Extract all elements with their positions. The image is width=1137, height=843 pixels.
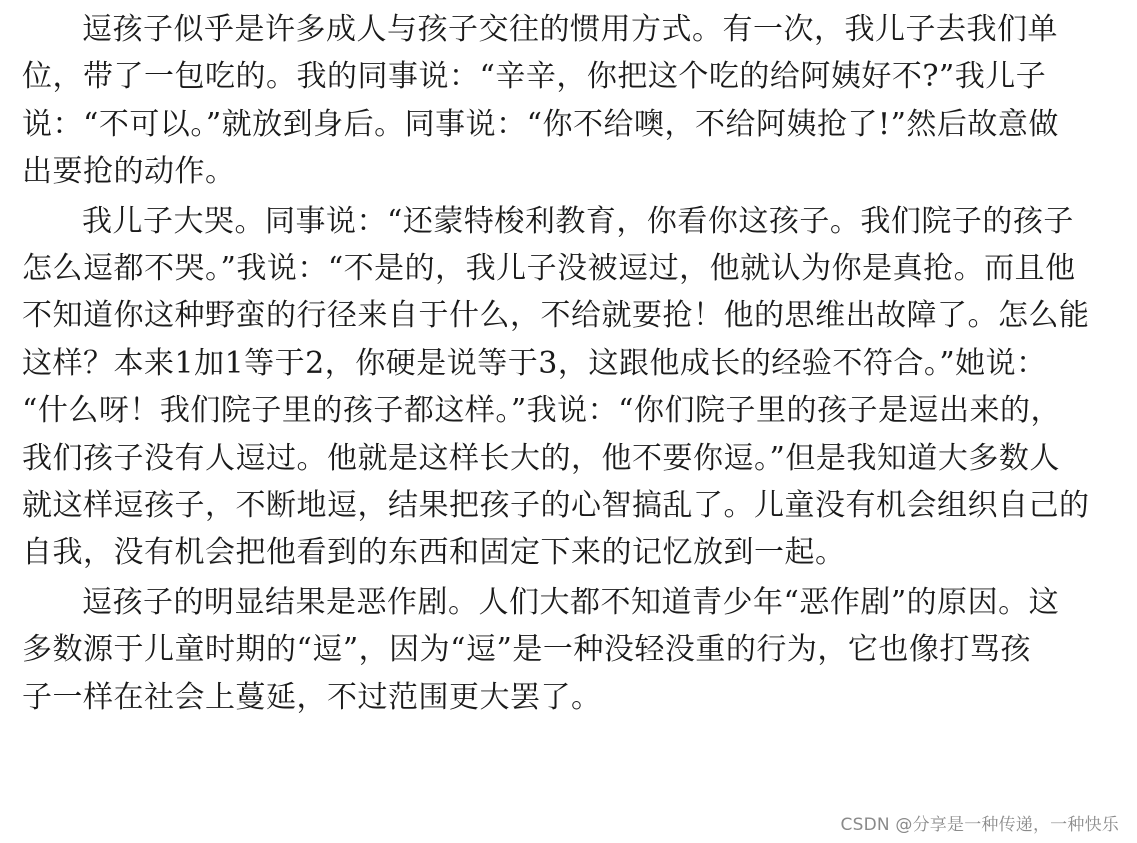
text-line: 就这样逗孩子，不断地逗，结果把孩子的心智搞乱了。儿童没有机会组织自己的 [22, 488, 1090, 524]
text-line: 自我，没有机会把他看到的东西和固定下来的记忆放到一起。 [22, 535, 846, 571]
text-line: 出要抢的动作。 [22, 154, 236, 190]
paragraph-2 [22, 198, 1090, 577]
text-line: 逗孩子的明显结果是恶作剧。人们大都不知道青少年“恶作剧”的原因。这 [82, 584, 1060, 620]
text-line: 这样？本来1加1等于2，你硬是说等于3，这跟他成长的经验不符合。”她说： [22, 345, 1047, 381]
text-line: 逗孩子似乎是许多成人与孩子交往的惯用方式。有一次，我儿子去我们单 [82, 12, 1058, 47]
text-line: 我们孩子没有人逗过。他就是这样长大的，他不要你逗。”但是我知道大多数人 [22, 440, 1060, 476]
text-line: 位，带了一包吃的。我的同事说：“辛辛，你把这个吃的给阿姨好不?”我儿子 [22, 59, 1047, 95]
text-line: 多数源于儿童时期的“逗”，因为“逗”是一种没轻没重的行为，它也像打骂孩 [22, 632, 1031, 668]
text-line: 我儿子大哭。同事说：“还蒙特梭利教育，你看你这孩子。我们院子的孩子 [82, 203, 1074, 239]
paragraph-1 [22, 6, 1067, 196]
text-line: 怎么逗都不哭。”我说：“不是的，我儿子没被逗过，他就认为你是真抢。而且他 [22, 251, 1076, 287]
document-page [22, 6, 1090, 721]
text-line: 说：“不可以。”就放到身后。同事说：“你不给噢，不给阿姨抢了!”然后故意做 [22, 106, 1059, 142]
text-line: “什么呀！我们院子里的孩子都这样。”我说：“你们院子里的孩子是逗出来的， [22, 393, 1062, 429]
paragraph-3 [22, 579, 1067, 721]
text-line: 子一样在社会上蔓延，不过范围更大罢了。 [22, 679, 602, 715]
csdn-watermark: CSDN @分享是一种传递，一种快乐 [840, 815, 1119, 835]
text-line: 不知道你这种野蛮的行径来自于什么，不给就要抢！他的思维出故障了。怎么能 [22, 298, 1090, 334]
